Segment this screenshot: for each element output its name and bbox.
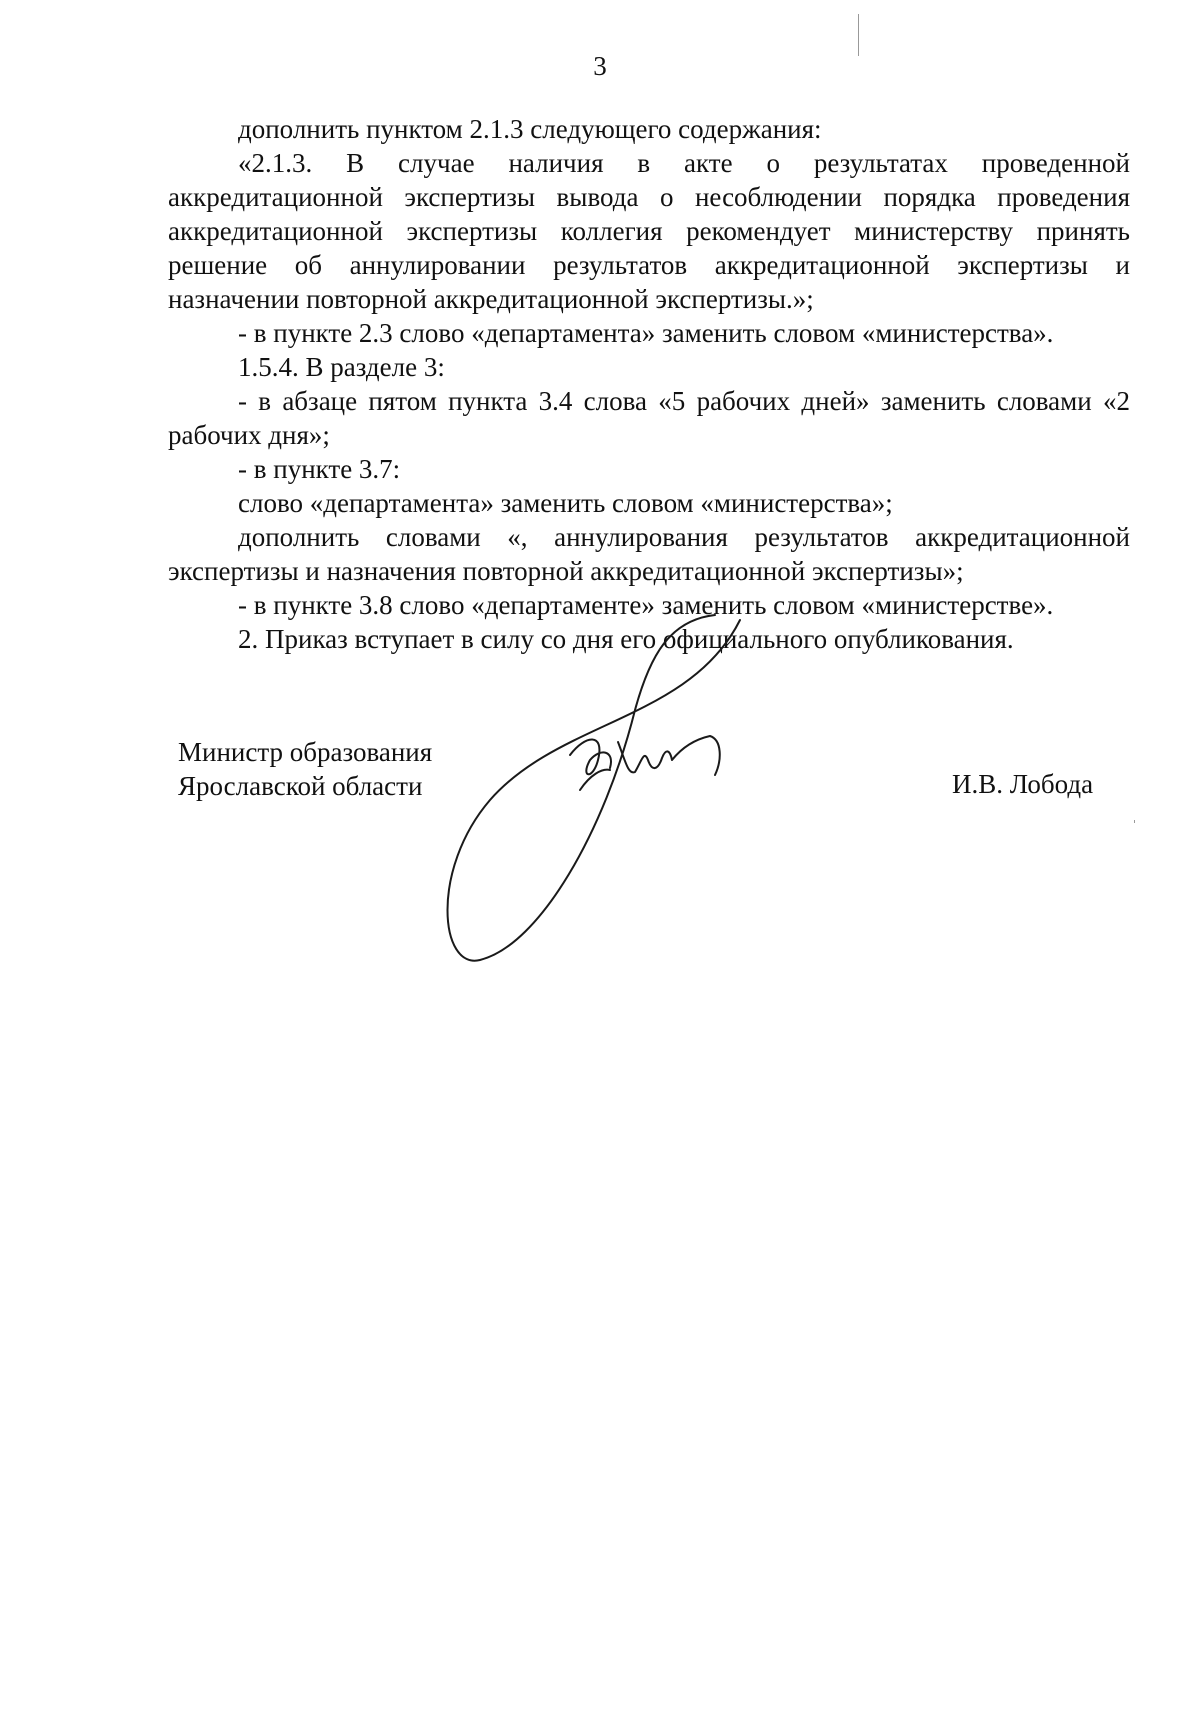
signer-position-line-2: Ярославской области: [178, 771, 423, 801]
scan-mark-right: [1134, 820, 1135, 823]
paragraph-6: - в пункте 3.7:: [238, 454, 401, 484]
paragraph-4: 1.5.4. В разделе 3:: [238, 352, 445, 382]
paragraph-3: - в пункте 2.3 слово «департамента» заменить словом «министерства».: [238, 318, 1054, 348]
document-body: [168, 112, 1130, 656]
signer-name: И.В. Лобода: [952, 769, 1094, 799]
page-number: 3: [593, 51, 607, 81]
paragraph-10: 2. Приказ вступает в силу со дня его официального опубликования.: [238, 624, 1014, 654]
scan-mark-top: [858, 14, 859, 56]
signer-position: [178, 735, 432, 803]
handwritten-signature-icon: [430, 600, 760, 980]
signer-position-line-1: Министр образования: [178, 737, 433, 767]
paragraph-7: слово «департамента» заменить словом «министерства»;: [238, 488, 893, 518]
paragraph-8: дополнить словами «, аннулирования результатов аккредитационной экспертизы и назначения повторной аккредитационной экспертизы»;: [168, 522, 1130, 586]
paragraph-9: - в пункте 3.8 слово «департаменте» заменить словом «министерстве».: [238, 590, 1054, 620]
paragraph-5: - в абзаце пятом пункта 3.4 слова «5 рабочих дней» заменить словами «2 рабочих дня»;: [168, 386, 1130, 450]
paragraph-1: дополнить пунктом 2.1.3 следующего содержания:: [238, 114, 822, 144]
paragraph-2: «2.1.3. В случае наличия в акте о результатах проведенной аккредитационной экспертизы вывода о несоблюдении порядка проведения аккредитационной экспертизы коллегия рекомендует министерству принять решение об аннулировании результатов аккредитационной экспертизы и назначении повторной аккредитационной экспертизы.»;: [168, 148, 1130, 314]
